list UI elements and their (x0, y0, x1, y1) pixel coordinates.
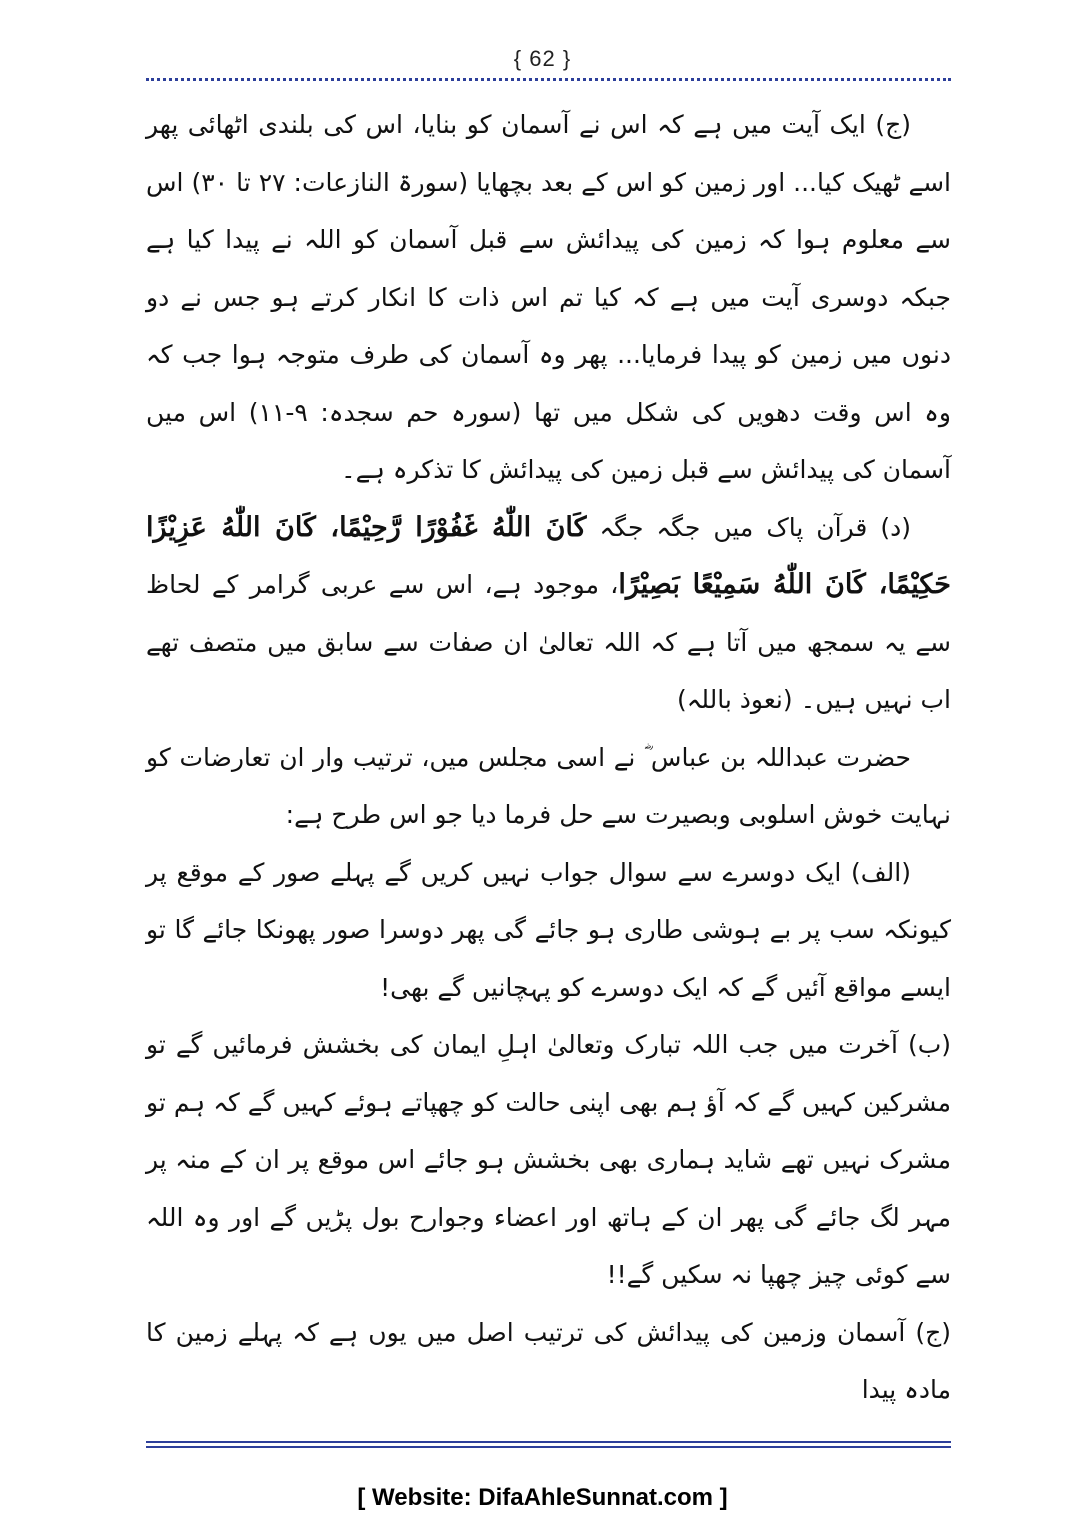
website-footer: [ Website: DifaAhleSunnat.com ] (357, 1484, 728, 1511)
quranic-phrases: كَانَ اللّٰهُ غَفُوْرًا رَّحِيْمًا، كَانَ اللّٰهُ عَزِيْزًا حَكِيْمًا، كَانَ اللّٰهُ سَمِيْعًا بَصِيْرًا (146, 511, 951, 600)
footer-divider-bottom (146, 1446, 951, 1448)
paragraph-jeem-sky-creation: (ج) ایک آیت میں ہے کہ اس نے آسمان کو بنایا، اس کی بلندی اٹھائی پھر اسے ٹھیک کیا... اور زمین کو اس کے بعد بچھایا (سورۃ النازعات: ۲۷ تا ۳۰) اس سے معلوم ہوا کہ زمین کی پیدائش سے قبل آسمان کو اللہ نے پیدا کیا ہے جبکہ دوسری آیت میں ہے کہ کیا تم اس ذات کا انکار کرتے ہو جس نے دو دنوں میں زمین کو پیدا فرمایا... پھر وہ آسمان کی طرف متوجہ ہوا جب کہ وہ اس وقت دھویں کی شکل میں تھا (سورہ حم سجدہ: ۹-۱۱) اس میں آسمان کی پیدائش سے قبل زمین کی پیدائش کا تذکرہ ہے۔ (146, 110, 952, 484)
footer-divider-top (146, 1441, 951, 1443)
page-body (146, 96, 951, 1419)
paragraph-daal-intro: (د) قرآن پاک میں جگہ جگہ (586, 512, 911, 542)
header-dotted-divider (146, 78, 951, 81)
paragraph-daal-quran-attributes (146, 499, 951, 729)
paragraph-alif-first-trumpet: (الف) ایک دوسرے سے سوال جواب نہیں کریں گے پہلے صور کے موقع پر کیونکہ سب پر بے ہوشی طاری ہو جائے گی پھر دوسرا صور پھونکا جائے گا تو ایسے مواقع آئیں گے کہ ایک دوسرے کو پہچانیں گے بھی! (146, 857, 951, 1002)
paragraph-jeem-creation-order: (ج) آسمان وزمین کی پیدائش کی ترتیب اصل میں یوں ہے کہ پہلے زمین کا مادہ پیدا (146, 1317, 951, 1404)
paragraph-daal-conclusion: ، موجود ہے، اس سے عربی گرامر کے لحاظ سے یہ سمجھ میں آتا ہے کہ اللہ تعالیٰ ان صفات سے سابق میں متصف تھے اب نہیں ہیں۔ (نعوذ باللہ) (146, 570, 951, 714)
paragraph-bay-polytheists: (ب) آخرت میں جب اللہ تبارک وتعالیٰ اہلِ ایمان کی بخشش فرمائیں گے تو مشرکین کہیں گے کہ آؤ ہم بھی اپنی حالت کو چھپاتے ہوئے کہیں گے کہ ہم تو مشرک نہیں تھے شاید ہماری بھی بخشش ہو جائے اس موقع پر ان کے منہ پر مہر لگ جائے گی پھر ان کے ہاتھ اور اعضاء وجوارح بول پڑیں گے اور وہ اللہ سے کوئی چیز چھپا نہ سکیں گے!! (146, 1030, 951, 1289)
page-number: { 62 } (513, 46, 572, 71)
paragraph-ibn-abbas-resolution: حضرت عبداللہ بن عباس ؓ نے اسی مجلس میں، ترتیب وار ان تعارضات کو نہایت خوش اسلوبی وبصیرت سے حل فرما دیا جو اس طرح ہے: (146, 742, 951, 829)
